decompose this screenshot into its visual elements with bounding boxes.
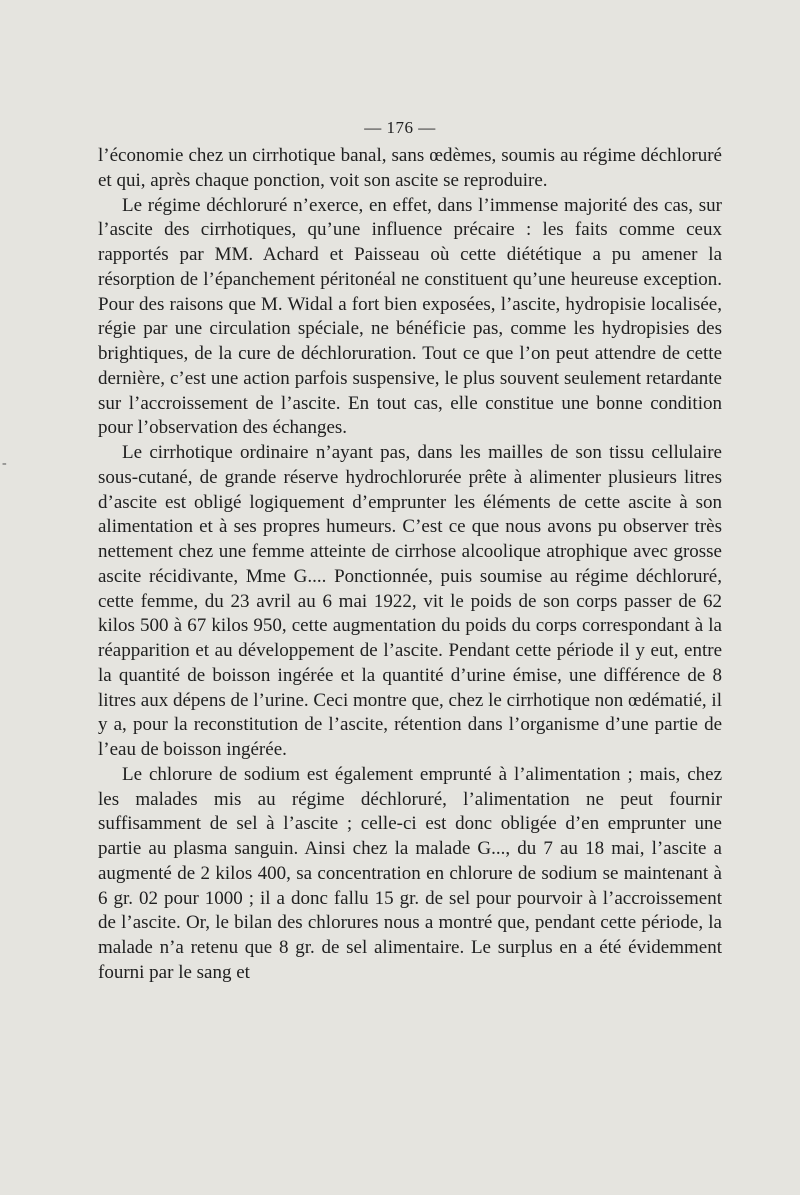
paragraph-3: Le cirrhotique ordinaire n’ayant pas, dans les mailles de son tissu cellulaire sous-cutané, de grande réserve hydrochlorurée prête à alimenter plusieurs litres d’ascite est obligé logiquement d’emprunter les éléments de cette ascite à son alimentation et à ses propres humeurs. C’est ce que nous avons pu observer très nettement chez une femme atteinte de cirrhose alcoolique atrophique avec grosse ascite récidivante, Mme G.... Ponctionnée, puis soumise au régime déchloruré, cette femme, du 23 avril au 6 mai 1922, vit le poids de son corps passer de 62 kilos 500 à 67 kilos 950, cette augmentation du poids du corps correspondant à la réapparition et au développement de l’ascite. Pendant cette période il y eut, entre la quantité de boisson ingérée et la quantité d’urine émise, une différence de 8 litres aux dépens de l’urine. Ceci montre que, chez le cirrhotique non œdématié, il y a, pour la reconstitution de l’ascite, rétention dans l’organisme d’une partie de l’eau de boisson ingérée.	[98, 442, 722, 760]
paragraph-2: Le régime déchloruré n’exerce, en effet, dans l’immense majorité des cas, sur l’ascite des cirrhotiques, qu’une influence précaire : les faits comme ceux rapportés par MM. Achard et Paisseau où cette diététique a pu amener la résorption de l’épanchement péritonéal ne constituent qu’une heureuse exception. Pour des raisons que M. Widal a fort bien exposées, l’ascite, hydropisie localisée, régie par une circulation spéciale, ne bénéficie pas, comme les hydropisies des brightiques, de la cure de déchloruration. Tout ce que l’on peut attendre de cette dernière, c’est une action parfois suspensive, le plus souvent seulement retardante sur l’accroissement de l’ascite. En tout cas, elle constitue une bonne condition pour l’observation des échanges.	[98, 194, 722, 439]
margin-mark: -	[2, 456, 7, 471]
page-number: — 176 —	[364, 118, 436, 137]
paragraph-1: l’économie chez un cirrhotique banal, sans œdèmes, soumis au régime déchloruré et qui, après chaque ponction, voit son ascite se reproduire.	[98, 145, 722, 191]
paragraph-4: Le chlorure de sodium est également emprunté à l’alimentation ; mais, chez les malades mis au régime déchloruré, l’alimentation ne peut fournir suffisamment de sel à l’ascite ; celle-ci est donc obligée d’en emprunter une partie au plasma sanguin. Ainsi chez la malade G..., du 7 au 18 mai, l’ascite a augmenté de 2 kilos 400, sa concentration en chlorure de sodium se maintenant à 6 gr. 02 pour 1000 ; il a donc fallu 15 gr. de sel pour pourvoir à l’accroissement de l’ascite. Or, le bilan des chlorures nous a montré que, pendant cette période, la malade n’a retenu que 8 gr. de sel alimentaire. Le surplus en a été évidemment fourni par le sang et	[98, 763, 722, 983]
body-text	[98, 144, 722, 986]
